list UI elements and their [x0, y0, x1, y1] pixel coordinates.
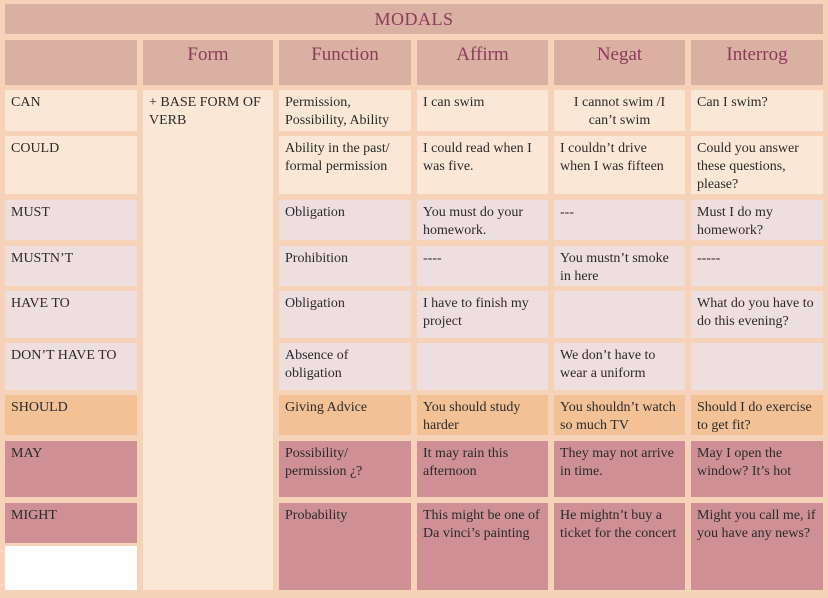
header-form: Form	[143, 40, 273, 85]
affirm-cell: I could read when I was five.	[417, 136, 548, 194]
negat-cell: He mightn’t buy a ticket for the concert	[554, 503, 685, 590]
function-cell: Permission, Possibility, Ability	[279, 90, 411, 131]
interrog-cell: Could you answer these questions, please?	[691, 136, 823, 194]
function-cell: Giving Advice	[279, 395, 411, 435]
function-cell: Possibility/ permission ¿?	[279, 441, 411, 497]
negat-cell: They may not arrive in time.	[554, 441, 685, 497]
interrog-cell: Can I swim?	[691, 90, 823, 131]
affirm-cell: It may rain this afternoon	[417, 441, 548, 497]
function-cell: Obligation	[279, 200, 411, 240]
header-negat: Negat	[554, 40, 685, 85]
affirm-cell: I can swim	[417, 90, 548, 131]
modal-cell: DON’T HAVE TO	[5, 343, 137, 390]
header-function: Function	[279, 40, 411, 85]
affirm-cell: This might be one of Da vinci’s painting	[417, 503, 548, 590]
negat-cell	[554, 291, 685, 338]
modal-cell: CAN	[5, 90, 137, 131]
modal-cell: COULD	[5, 136, 137, 194]
modal-cell: MUSTN’T	[5, 246, 137, 286]
affirm-cell	[417, 343, 548, 390]
affirm-cell: You must do your homework.	[417, 200, 548, 240]
function-cell: Ability in the past/ formal permission	[279, 136, 411, 194]
modal-cell: MIGHT	[5, 503, 137, 543]
interrog-cell: May I open the window? It’s hot	[691, 441, 823, 497]
modal-cell: HAVE TO	[5, 291, 137, 338]
function-cell: Obligation	[279, 291, 411, 338]
negat-cell: We don’t have to wear a uniform	[554, 343, 685, 390]
negat-cell: You mustn’t smoke in here	[554, 246, 685, 286]
affirm-cell: You should study harder	[417, 395, 548, 435]
header-corner	[5, 40, 137, 85]
interrog-cell: Should I do exercise to get fit?	[691, 395, 823, 435]
interrog-cell: Might you call me, if you have any news?	[691, 503, 823, 590]
interrog-cell: Must I do my homework?	[691, 200, 823, 240]
interrog-cell	[691, 343, 823, 390]
function-cell: Prohibition	[279, 246, 411, 286]
function-cell: Absence of obligation	[279, 343, 411, 390]
negat-cell: I cannot swim /I can’t swim	[554, 90, 685, 131]
table-title: MODALS	[5, 4, 823, 34]
form-cell: + BASE FORM OF VERB	[143, 90, 273, 590]
header-interrog: Interrog	[691, 40, 823, 85]
negat-cell: You shouldn’t watch so much TV	[554, 395, 685, 435]
interrog-cell: What do you have to do this evening?	[691, 291, 823, 338]
modal-cell: SHOULD	[5, 395, 137, 435]
function-cell: Probability	[279, 503, 411, 590]
modal-cell: MUST	[5, 200, 137, 240]
affirm-cell: I have to finish my project	[417, 291, 548, 338]
empty-cell	[5, 546, 137, 590]
negat-cell: ---	[554, 200, 685, 240]
modal-cell: MAY	[5, 441, 137, 497]
affirm-cell: ----	[417, 246, 548, 286]
negat-cell: I couldn’t drive when I was fifteen	[554, 136, 685, 194]
header-affirm: Affirm	[417, 40, 548, 85]
interrog-cell: -----	[691, 246, 823, 286]
